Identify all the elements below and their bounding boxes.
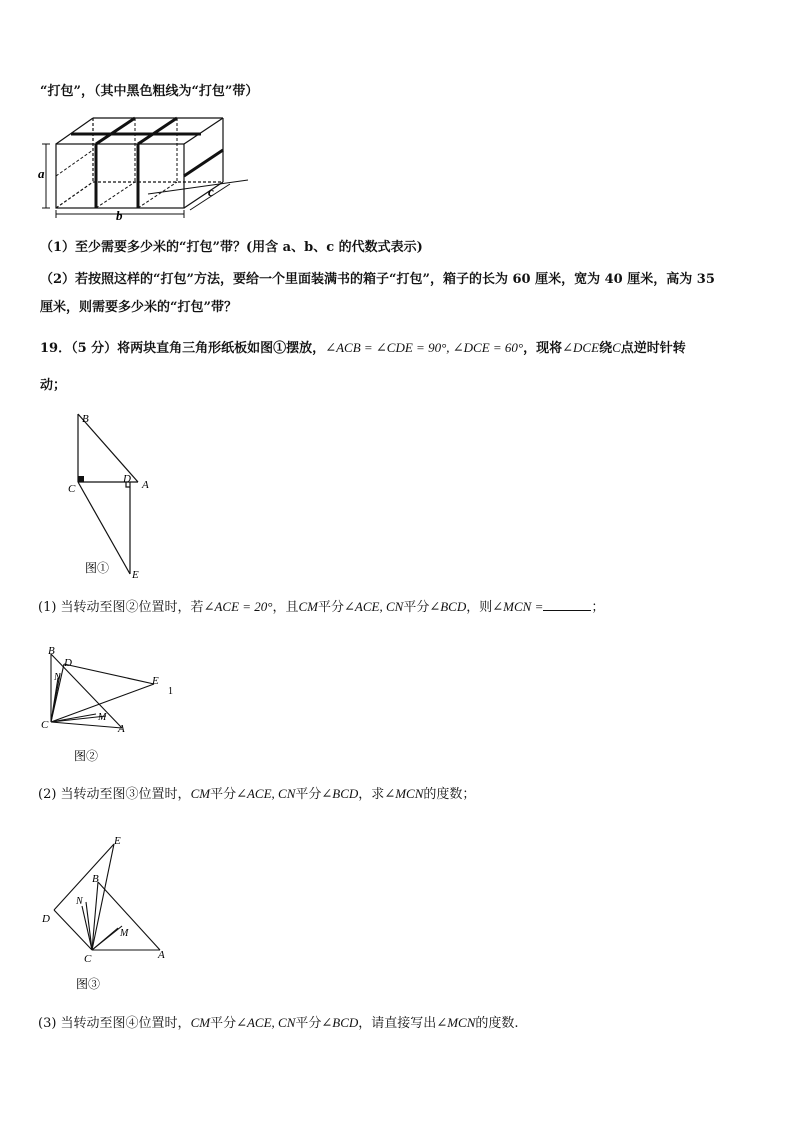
sub3-bcd: ∠BCD xyxy=(321,1015,359,1030)
sub2-ping2: 平分 xyxy=(295,787,322,802)
sub3-ping2: 平分 xyxy=(295,1016,322,1031)
fig2-label-C: C xyxy=(41,719,49,731)
sub1-cond: ∠ACE = 20° xyxy=(203,599,273,614)
fig1-label-B: B xyxy=(82,413,89,425)
sub1-ping2: 平分 xyxy=(403,600,430,615)
q19-text-d: 点逆时针转 xyxy=(620,341,686,356)
fig2-stray-mark: 1 xyxy=(168,686,173,697)
answer-blank[interactable] xyxy=(543,598,591,611)
q18-part2-line1: （2）若按照这样的“打包”方法，要给一个里面装满书的箱子“打包”，箱子的长为 60 厘米，宽为 40 厘米，高为 35 xyxy=(40,272,715,287)
q19-text-b: ，现将 xyxy=(523,341,563,356)
sub3-cm: CM xyxy=(190,1015,211,1030)
fig3-label-A: A xyxy=(158,949,165,961)
fig1-label-D: D xyxy=(123,473,131,485)
figure-1 xyxy=(60,408,170,588)
q19-sub3 xyxy=(38,1015,519,1032)
fig3-label-M: M xyxy=(120,928,129,939)
q19-score: （5 分） xyxy=(71,341,118,356)
fig3-label-D: D xyxy=(42,913,50,925)
sub1-end: ； xyxy=(591,600,605,615)
fig1-label-C: C xyxy=(68,483,76,495)
sub1-ask: ∠MCN = xyxy=(492,599,544,614)
sub1-ze: ，则 xyxy=(466,600,493,615)
dim-label-a: a xyxy=(38,166,45,181)
q18-part2-line2: 厘米，则需要多少米的“打包”带？ xyxy=(40,300,237,315)
intro-line: “打包”，（其中黑色粗线为“打包”带） xyxy=(40,84,259,99)
q19-sub1 xyxy=(38,598,604,616)
sub2-ping1: 平分 xyxy=(210,787,237,802)
q19-stem xyxy=(40,340,686,357)
sub2-bcd: ∠BCD xyxy=(321,786,359,801)
fig2-label-D: D xyxy=(64,657,72,669)
fig2-label-B: B xyxy=(48,645,55,657)
sub3-mcn: ∠MCN xyxy=(436,1015,476,1030)
sub2-cm: CM xyxy=(190,786,211,801)
sub2-prefix: (2) 当转动至图③位置时， xyxy=(38,787,191,802)
sub3-end: 的度数. xyxy=(475,1016,519,1031)
q18-part1: （1）至少需要多少米的“打包”带？(用含 a、b、c 的代数式表示) xyxy=(40,240,423,255)
q19-text-c: 绕 xyxy=(599,341,613,356)
sub2-end: 的度数； xyxy=(423,787,476,802)
fig3-label-E: E xyxy=(114,835,121,847)
sub1-bcd: ∠BCD xyxy=(429,599,467,614)
sub1-mid: ，且 xyxy=(272,600,299,615)
fig2-label-M: M xyxy=(98,712,107,723)
dim-label-c: c xyxy=(208,184,214,199)
fig3-caption: 图③ xyxy=(76,977,101,991)
box-strapping-figure xyxy=(38,112,253,222)
fig1-caption: 图① xyxy=(85,561,110,575)
fig3-label-C: C xyxy=(84,953,92,965)
sub2-ace: ∠ACE, CN xyxy=(236,786,296,801)
fig2-caption: 图② xyxy=(74,749,99,763)
figure-2 xyxy=(36,644,186,774)
sub3-ask: ，请直接写出 xyxy=(358,1016,437,1031)
sub3-prefix: (3) 当转动至图④位置时， xyxy=(38,1016,191,1031)
q19-number: 19． xyxy=(40,341,72,356)
fig2-label-A: A xyxy=(118,723,125,735)
sub1-ping1: 平分 xyxy=(318,600,345,615)
q19-point: C xyxy=(612,340,621,355)
sub3-ace: ∠ACE, CN xyxy=(236,1015,296,1030)
sub2-ask: ，求 xyxy=(358,787,385,802)
sub1-cm: CM xyxy=(298,599,318,614)
sub3-ping1: 平分 xyxy=(210,1016,237,1031)
fig1-label-E: E xyxy=(132,569,139,581)
dim-label-b: b xyxy=(116,208,123,223)
fig3-label-B: B xyxy=(92,873,99,885)
fig3-label-N: N xyxy=(76,896,83,907)
sub1-prefix: (1) 当转动至图②位置时，若 xyxy=(38,600,204,615)
fig2-label-E: E xyxy=(152,675,159,687)
q19-formula: ∠ACB = ∠CDE = 90°, ∠DCE = 60° xyxy=(325,340,524,355)
fig2-label-N: N xyxy=(54,672,61,683)
sub2-mcn: ∠MCN xyxy=(384,786,424,801)
q19-triangle: ∠DCE xyxy=(562,340,600,355)
q19-line2: 动； xyxy=(40,378,67,393)
figure-3 xyxy=(38,830,188,1000)
q19-text-a: 将两块直角三角形纸板如图①摆放， xyxy=(117,341,326,356)
fig1-label-A: A xyxy=(142,479,149,491)
q19-sub2 xyxy=(38,786,475,803)
sub1-ace: ∠ACE, CN xyxy=(344,599,404,614)
